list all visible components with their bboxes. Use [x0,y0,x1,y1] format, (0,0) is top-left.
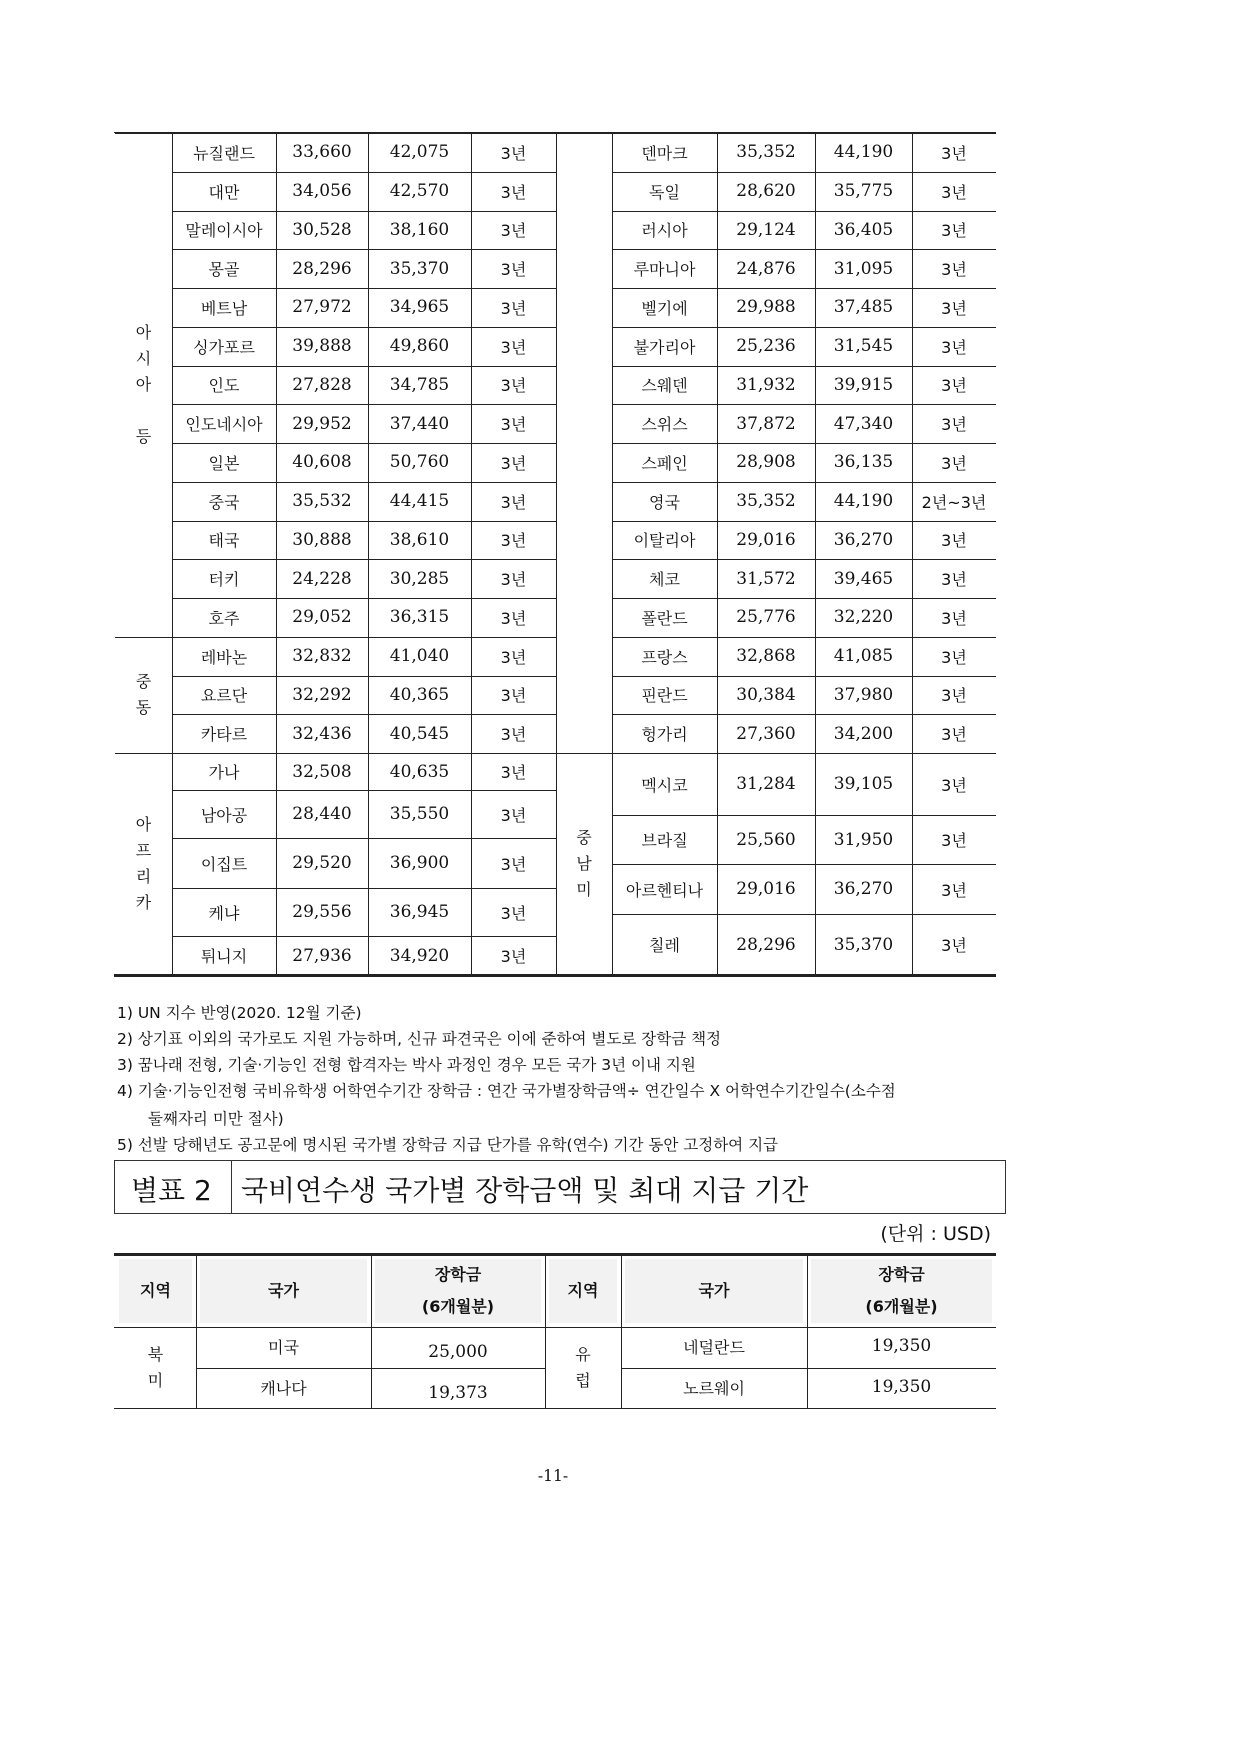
table-rule [172,714,556,715]
country-cell: 핀란드 [641,686,688,706]
table-rule [172,790,556,791]
table-rule [612,327,996,328]
max-amount-cell: 39,105 [833,774,894,794]
table-rule [612,172,996,173]
appendix-label: 별표 2 [131,1174,212,1207]
max-amount-cell: 42,570 [389,181,450,202]
country-cell: 이탈리아 [633,531,696,551]
max-amount-cell: 38,610 [389,529,450,550]
annual-amount-cell: 32,832 [292,646,352,667]
max-amount-cell: 34,920 [389,945,450,966]
header-country: 국가 [625,1259,803,1323]
max-amount-cell: 30,285 [389,568,450,589]
period-cell: 3년 [941,337,967,357]
period-cell: 3년 [500,492,527,512]
country-cell: 스위스 [641,415,688,435]
period-cell: 3년 [500,903,527,923]
annual-amount-cell: 32,436 [292,723,352,744]
table-rule [612,864,996,865]
table-rule [172,211,556,212]
table-rule [172,676,556,677]
region-char: 중 [135,671,152,691]
table-rule [556,133,557,974]
annual-amount-cell: 29,052 [292,607,352,628]
region-cell [115,637,172,753]
max-amount-cell: 40,365 [389,684,450,705]
table-rule [172,838,556,839]
country-cell: 미국 [268,1337,299,1357]
table-rule [912,133,913,974]
region-cell [115,133,172,637]
max-amount-cell: 32,220 [833,607,894,628]
period-cell: 3년 [941,221,967,241]
country-cell: 레바논 [200,647,248,667]
max-amount-cell: 36,405 [833,219,894,240]
country-cell: 몽골 [208,260,240,280]
annual-amount-cell: 27,972 [292,297,352,318]
table-rule [612,914,996,915]
header-region: 지역 [119,1259,192,1323]
country-cell: 대만 [208,182,240,202]
max-amount-cell: 38,160 [389,219,450,240]
annual-amount-cell: 29,952 [292,413,352,434]
table-rule [612,249,996,250]
max-amount-cell: 36,270 [833,529,894,550]
max-amount-cell: 35,550 [389,804,450,824]
table-rule [172,288,556,289]
region-char: 동 [135,697,152,717]
country-cell: 멕시코 [641,775,688,795]
annual-amount-cell: 28,296 [736,934,796,955]
max-amount-cell: 36,270 [833,879,894,899]
table-rule [612,714,996,715]
region-cell [556,133,612,753]
table-rule [172,521,556,522]
unit-label: (단위 : USD) [880,1223,991,1245]
table-rule [717,133,718,974]
header-country: 국가 [200,1259,367,1323]
max-amount-cell: 40,545 [389,723,450,744]
annual-amount-cell: 29,520 [292,853,352,873]
table-rule [172,559,556,560]
country-cell: 노르웨이 [683,1378,745,1398]
period-cell: 3년 [941,531,967,551]
period-cell: 3년 [941,686,967,706]
table-rule [612,598,996,599]
annual-amount-cell: 25,560 [736,829,796,850]
region-cell [556,753,612,975]
footnote: 2) 상기표 이외의 국가로도 지원 가능하며, 신규 파견국은 이에 준하여 별도로 장학금 책정 [117,1030,722,1048]
period-cell: 3년 [941,453,967,473]
table-rule [114,974,996,977]
annual-amount-cell: 30,384 [736,684,796,705]
table-rule [612,521,996,522]
max-amount-cell: 35,775 [833,181,894,202]
max-amount-cell: 34,965 [389,297,450,318]
max-amount-cell: 41,085 [833,646,894,667]
max-amount-cell: 36,900 [389,853,450,873]
table-rule [815,133,816,974]
max-amount-cell: 39,915 [833,374,894,395]
annual-amount-cell: 25,776 [736,607,796,628]
max-amount-cell: 37,485 [833,297,894,318]
country-cell: 캐나다 [260,1378,307,1398]
annual-amount-cell: 29,124 [736,219,796,240]
country-cell: 태국 [208,531,240,551]
max-amount-cell: 31,950 [833,829,894,850]
annual-amount-cell: 31,284 [736,774,796,794]
region-char: 아 [135,374,152,394]
annual-amount-cell: 31,572 [736,568,796,589]
max-amount-cell: 35,370 [389,258,450,279]
annual-amount-cell: 32,508 [292,761,352,782]
table-rule [172,936,556,937]
max-amount-cell: 37,980 [833,684,894,705]
max-amount-cell: 50,760 [389,452,450,473]
period-cell: 3년 [941,831,967,850]
table-rule [172,133,173,974]
country-cell: 헝가리 [641,725,688,745]
annual-amount-cell: 29,016 [736,879,796,899]
country-cell: 이집트 [200,854,248,874]
annual-amount-cell: 30,888 [292,529,352,550]
table-rule [172,366,556,367]
table-rule [172,598,556,599]
max-amount-cell: 34,785 [389,374,450,395]
table-rule [172,443,556,444]
period-cell: 3년 [500,805,527,825]
annual-amount-cell: 40,608 [292,452,352,473]
annual-amount-cell: 27,360 [736,723,796,744]
annual-amount-cell: 35,532 [292,491,352,512]
page-number: -11- [537,1467,569,1485]
header-amount [811,1259,992,1323]
table-rule [368,133,369,974]
header-text: (6개월분) [865,1297,938,1316]
period-cell: 3년 [500,337,527,357]
table-rule [471,133,472,974]
annual-amount-cell: 35,352 [736,491,796,512]
max-amount-cell: 47,340 [833,413,894,434]
amount-cell: 19,373 [428,1383,488,1403]
period-cell: 3년 [500,725,527,745]
period-cell: 3년 [500,647,527,667]
table-rule [612,676,996,677]
period-cell: 3년 [500,453,527,473]
max-amount-cell: 40,635 [389,761,450,782]
table-rule [612,133,613,974]
table-rule [612,559,996,560]
table-rule [612,815,996,816]
region-char: 아 [135,322,152,342]
annual-amount-cell: 28,440 [292,804,352,824]
period-cell: 3년 [500,182,527,202]
region-char: 리 [135,867,152,886]
max-amount-cell: 35,370 [833,934,894,955]
period-cell: 3년 [941,570,967,590]
period-cell: 3년 [500,570,527,590]
region-char: 중 [576,828,592,847]
country-cell: 아르헨티나 [625,880,704,900]
period-cell: 3년 [500,221,527,241]
country-cell: 말레이시아 [185,221,263,241]
country-cell: 러시아 [641,221,688,241]
country-cell: 브라질 [641,831,688,850]
footnote: 1) UN 지수 반영(2020. 12월 기준) [117,1004,362,1022]
annual-amount-cell: 34,056 [292,181,352,202]
period-cell: 3년 [941,608,967,628]
country-cell: 가나 [208,763,240,782]
max-amount-cell: 39,465 [833,568,894,589]
annual-amount-cell: 27,936 [292,945,352,966]
region-char: 북 [147,1344,164,1364]
annual-amount-cell: 35,352 [736,142,796,163]
period-cell: 3년 [500,260,527,280]
annual-amount-cell: 28,620 [736,181,796,202]
annual-amount-cell: 28,908 [736,452,796,473]
country-cell: 튀니지 [200,947,248,966]
amount-cell: 25,000 [428,1342,488,1362]
max-amount-cell: 42,075 [389,142,450,163]
region-char: 미 [576,880,592,899]
table-rule [172,404,556,405]
annual-amount-cell: 25,236 [736,336,796,357]
table-rule [172,172,556,173]
annual-amount-cell: 27,828 [292,374,352,395]
max-amount-cell: 44,190 [833,491,894,512]
max-amount-cell: 36,315 [389,607,450,628]
annual-amount-cell: 28,296 [292,258,352,279]
period-cell: 3년 [941,260,967,280]
country-cell: 칠레 [649,936,680,955]
table-rule [612,404,996,405]
table-rule [276,133,277,974]
period-cell: 3년 [941,936,967,955]
period-cell: 3년 [500,298,527,318]
country-cell: 영국 [649,492,680,512]
amount-cell: 19,350 [871,1377,932,1397]
country-cell: 불가리아 [633,337,696,357]
region-char: 카 [135,893,152,912]
max-amount-cell: 37,440 [389,413,450,434]
table-rule [612,211,996,212]
country-cell: 일본 [208,453,240,473]
period-cell: 3년 [941,182,967,202]
table-rule [172,888,556,889]
period-cell: 3년 [941,880,967,900]
appendix-2-title [114,1160,1006,1214]
period-cell: 3년 [500,608,527,628]
annual-amount-cell: 33,660 [292,142,352,163]
table-rule [114,132,996,133]
country-cell: 프랑스 [641,647,688,667]
period-cell: 3년 [500,415,527,435]
annual-amount-cell: 29,556 [292,902,352,922]
region-cell [115,753,172,975]
region-char: 프 [135,841,152,860]
annual-amount-cell: 24,876 [736,258,796,279]
period-cell: 3년 [500,376,527,396]
period-cell: 3년 [941,415,967,435]
period-cell: 3년 [500,531,527,551]
region-cell [115,1327,196,1408]
max-amount-cell: 44,415 [389,491,450,512]
country-cell: 네덜란드 [683,1337,745,1357]
country-cell: 스페인 [641,453,688,473]
country-cell: 체코 [649,570,680,590]
table-rule [172,482,556,483]
table-rule [612,366,996,367]
period-cell: 3년 [941,647,967,667]
country-cell: 싱가포르 [193,337,255,357]
country-cell: 요르단 [200,686,248,706]
region-char: 남 [576,854,592,873]
period-cell: 3년 [500,947,527,966]
country-cell: 덴마크 [641,143,688,163]
footnote: 5) 선발 당해년도 공고문에 명시된 국가별 장학금 지급 단가를 유학(연수) 기간 동안 고정하여 지급 [117,1136,779,1154]
annual-amount-cell: 32,868 [736,646,796,667]
annual-amount-cell: 37,872 [736,413,796,434]
period-cell: 2년~3년 [921,492,987,512]
country-cell: 베트남 [200,298,248,318]
period-cell: 3년 [500,143,527,163]
annual-amount-cell: 29,988 [736,297,796,318]
country-cell: 인도네시아 [185,415,263,435]
table-rule [612,443,996,444]
region-char: 아 [135,815,152,834]
annual-amount-cell: 30,528 [292,219,352,240]
region-char: 등 [135,426,152,446]
period-cell: 3년 [941,775,967,795]
footnote: 둘째자리 미만 절사) [148,1110,284,1128]
max-amount-cell: 34,200 [833,723,894,744]
region-char: 미 [147,1370,164,1390]
annual-amount-cell: 39,888 [292,336,352,357]
period-cell: 3년 [941,725,967,745]
table-rule [114,1253,996,1256]
footnote: 4) 기술·기능인전형 국비유학생 어학연수기간 장학금 : 연간 국가별장학금액÷ 연간일수 X 어학연수기간일수(소수점 [117,1082,896,1100]
table-rule [172,327,556,328]
country-cell: 중국 [208,492,240,512]
max-amount-cell: 31,545 [833,336,894,357]
footnote: 3) 꿈나래 전형, 기술·기능인 전형 합격자는 박사 과정인 경우 모든 국가 3년 이내 지원 [117,1056,696,1074]
region-char: 럽 [575,1370,591,1390]
country-cell: 호주 [208,608,240,628]
header-region: 지역 [549,1259,617,1323]
country-cell: 카타르 [200,725,248,745]
country-cell: 뉴질랜드 [193,143,255,163]
annual-amount-cell: 29,016 [736,529,796,550]
max-amount-cell: 41,040 [389,646,450,667]
region-char: 유 [575,1344,591,1364]
table-rule [612,637,996,638]
country-cell: 루마니아 [633,260,696,280]
max-amount-cell: 36,135 [833,452,894,473]
table-rule [612,482,996,483]
max-amount-cell: 31,095 [833,258,894,279]
period-cell: 3년 [500,686,527,706]
region-cell [545,1327,621,1408]
region-char [141,398,146,424]
max-amount-cell: 44,190 [833,142,894,163]
period-cell: 3년 [941,376,967,396]
period-cell: 3년 [500,854,527,874]
max-amount-cell: 36,945 [389,902,450,922]
annual-amount-cell: 31,932 [736,374,796,395]
amount-cell: 19,350 [871,1336,932,1356]
header-amount [375,1259,541,1323]
period-cell: 3년 [941,143,967,163]
appendix-title: 국비연수생 국가별 장학금액 및 최대 지급 기간 [241,1174,809,1207]
header-text: 장학금 [878,1265,925,1284]
header-text: 장학금 [434,1265,482,1284]
period-cell: 3년 [941,298,967,318]
country-cell: 독일 [649,182,680,202]
table-rule [172,249,556,250]
table-rule [612,288,996,289]
country-cell: 케냐 [208,903,240,923]
country-cell: 남아공 [200,805,248,825]
table-rule [114,1408,996,1409]
region-char: 시 [135,348,152,368]
country-cell: 터키 [208,570,240,590]
header-text: (6개월분) [421,1297,495,1316]
country-cell: 스웨덴 [641,376,688,396]
annual-amount-cell: 24,228 [292,568,352,589]
country-cell: 인도 [208,376,240,396]
country-cell: 폴란드 [641,608,688,628]
country-cell: 벨기에 [641,298,688,318]
period-cell: 3년 [500,763,527,782]
max-amount-cell: 49,860 [389,336,450,357]
annual-amount-cell: 32,292 [292,684,352,705]
